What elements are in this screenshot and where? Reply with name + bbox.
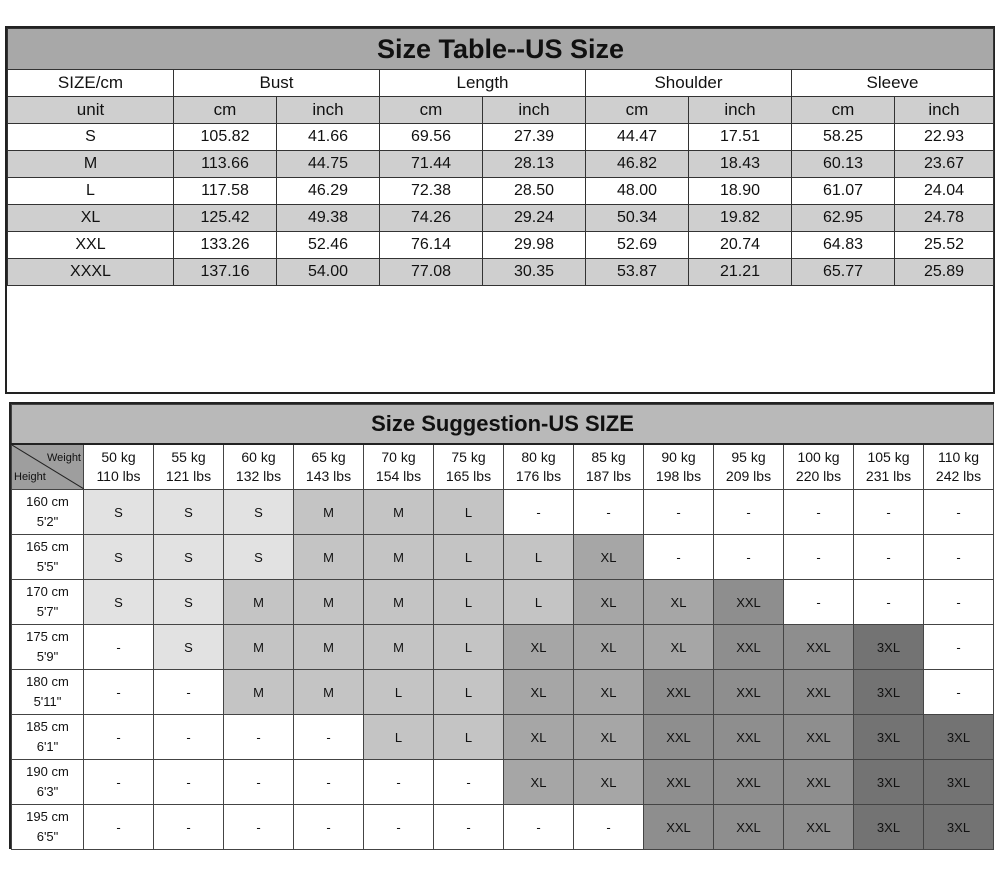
size-suggestion-cell: - [784, 490, 854, 535]
height-ft: 5'9" [36, 649, 59, 664]
size-suggestion-cell: S [154, 580, 224, 625]
size-suggestion-title: Size Suggestion-US SIZE [12, 405, 994, 445]
size-suggestion-cell: XXL [714, 580, 784, 625]
unit-cm: cm [586, 97, 689, 124]
size-suggestion-cell: - [224, 760, 294, 805]
measurement-cell: 61.07 [792, 178, 895, 205]
size-suggestion-cell: L [434, 625, 504, 670]
weight-kg: 85 kg [591, 449, 626, 465]
size-suggestion-cell: XL [574, 580, 644, 625]
table-row [12, 760, 994, 805]
unit-inch: inch [277, 97, 380, 124]
size-suggestion-cell: - [364, 805, 434, 850]
size-suggestion-cell: M [224, 625, 294, 670]
height-cm: 190 cm [26, 764, 69, 779]
size-suggestion-cell: L [434, 580, 504, 625]
size-table-title: Size Table--US Size [8, 29, 994, 70]
size-suggestion-cell: - [644, 490, 714, 535]
unit-label: unit [8, 97, 174, 124]
weight-lbs: 143 lbs [305, 468, 352, 484]
size-suggestion-cell: XXL [784, 805, 854, 850]
size-suggestion-cell: S [224, 490, 294, 535]
weight-lbs: 187 lbs [585, 468, 632, 484]
measurement-cell: 46.29 [277, 178, 380, 205]
height-cm: 170 cm [26, 584, 69, 599]
size-suggestion-cell: - [854, 580, 924, 625]
size-suggestion-cell: M [224, 670, 294, 715]
height-cm: 185 cm [26, 719, 69, 734]
size-suggestion-cell: XL [574, 670, 644, 715]
weight-header [574, 444, 644, 490]
measurement-cell: 74.26 [380, 205, 483, 232]
size-suggestion-cell: - [154, 805, 224, 850]
size-label: XXXL [8, 259, 174, 286]
measurement-cell: 18.43 [689, 151, 792, 178]
weight-kg: 95 kg [731, 449, 766, 465]
height-ft: 6'5" [36, 829, 59, 844]
size-label: L [8, 178, 174, 205]
size-suggestion-cell: L [504, 580, 574, 625]
table-row [12, 715, 994, 760]
size-suggestion-cell: M [224, 580, 294, 625]
size-suggestion-cell: XL [504, 715, 574, 760]
size-suggestion-cell: S [154, 490, 224, 535]
unit-cm: cm [380, 97, 483, 124]
size-suggestion-cell: XL [574, 625, 644, 670]
size-suggestion-cell: - [84, 805, 154, 850]
size-suggestion-cell: - [84, 760, 154, 805]
unit-inch: inch [895, 97, 994, 124]
measurement-cell: 77.08 [380, 259, 483, 286]
size-table-block [5, 26, 995, 394]
size-suggestion-cell: - [84, 715, 154, 760]
height-header [12, 580, 84, 625]
table-row [12, 535, 994, 580]
measurement-cell: 52.46 [277, 232, 380, 259]
height-header [12, 535, 84, 580]
table-row [12, 625, 994, 670]
weight-kg: 100 kg [797, 449, 840, 465]
table-row [8, 232, 994, 259]
measurement-cell: 125.42 [174, 205, 277, 232]
table-row [12, 805, 994, 850]
size-suggestion-cell: XL [574, 760, 644, 805]
size-suggestion-cell: - [714, 535, 784, 580]
weight-lbs: 231 lbs [865, 468, 912, 484]
size-suggestion-cell: XXL [714, 715, 784, 760]
size-suggestion-cell: - [784, 580, 854, 625]
size-suggestion-cell: 3XL [924, 805, 994, 850]
size-suggestion-cell: XXL [784, 715, 854, 760]
measurement-cell: 19.82 [689, 205, 792, 232]
measurement-cell: 28.13 [483, 151, 586, 178]
measurement-cell: 17.51 [689, 124, 792, 151]
measurement-cell: 105.82 [174, 124, 277, 151]
height-cm: 195 cm [26, 809, 69, 824]
measurement-cell: 48.00 [586, 178, 689, 205]
size-suggestion-table [11, 404, 994, 850]
size-suggestion-cell: - [924, 670, 994, 715]
size-suggestion-cell: XL [504, 670, 574, 715]
height-ft: 5'11" [33, 694, 62, 709]
height-header [12, 625, 84, 670]
size-suggestion-cell: XXL [644, 670, 714, 715]
weight-header [504, 444, 574, 490]
size-suggestion-cell: M [294, 580, 364, 625]
suggestion-rows [12, 490, 994, 850]
size-suggestion-cell: XXL [784, 625, 854, 670]
weight-kg: 75 kg [451, 449, 486, 465]
size-suggestion-cell: S [154, 535, 224, 580]
measurement-cell: 28.50 [483, 178, 586, 205]
weight-kg: 70 kg [381, 449, 416, 465]
size-suggestion-cell: M [294, 490, 364, 535]
weight-lbs: 220 lbs [795, 468, 842, 484]
weight-lbs: 132 lbs [235, 468, 282, 484]
weight-header [784, 444, 854, 490]
size-suggestion-cell: M [294, 670, 364, 715]
size-rows [8, 124, 994, 286]
size-label: S [8, 124, 174, 151]
size-suggestion-cell: XXL [784, 670, 854, 715]
weight-lbs: 209 lbs [725, 468, 772, 484]
group-header-shoulder: Shoulder [586, 70, 792, 97]
size-suggestion-cell: L [434, 535, 504, 580]
size-suggestion-cell: 3XL [854, 805, 924, 850]
size-suggestion-cell: XXL [714, 760, 784, 805]
weight-lbs: 165 lbs [445, 468, 492, 484]
measurement-cell: 24.04 [895, 178, 994, 205]
weight-header [154, 444, 224, 490]
size-suggestion-cell: XXL [714, 625, 784, 670]
size-suggestion-cell: M [364, 625, 434, 670]
size-suggestion-cell: - [364, 760, 434, 805]
height-header [12, 490, 84, 535]
weight-lbs: 176 lbs [515, 468, 562, 484]
size-suggestion-cell: - [84, 670, 154, 715]
measurement-cell: 58.25 [792, 124, 895, 151]
height-cm: 165 cm [26, 539, 69, 554]
size-suggestion-cell: XXL [644, 805, 714, 850]
measurement-cell: 44.47 [586, 124, 689, 151]
corner-weight-label: Weight [46, 452, 81, 464]
size-suggestion-cell: - [644, 535, 714, 580]
size-suggestion-cell: - [224, 715, 294, 760]
measurement-cell: 46.82 [586, 151, 689, 178]
weight-kg: 55 kg [171, 449, 206, 465]
size-suggestion-cell: XL [574, 535, 644, 580]
height-cm: 180 cm [26, 674, 69, 689]
measurement-cell: 137.16 [174, 259, 277, 286]
size-suggestion-cell: - [574, 490, 644, 535]
size-suggestion-cell: - [294, 805, 364, 850]
size-suggestion-cell: - [924, 580, 994, 625]
weight-header [644, 444, 714, 490]
size-suggestion-cell: - [84, 625, 154, 670]
weight-header [224, 444, 294, 490]
size-label: XXL [8, 232, 174, 259]
size-suggestion-cell: XXL [644, 760, 714, 805]
size-suggestion-cell: - [854, 490, 924, 535]
size-suggestion-cell: M [364, 535, 434, 580]
group-header-bust: Bust [174, 70, 380, 97]
measurement-cell: 62.95 [792, 205, 895, 232]
unit-inch: inch [689, 97, 792, 124]
table-row [8, 205, 994, 232]
size-suggestion-block [9, 402, 994, 849]
size-suggestion-cell: M [364, 490, 434, 535]
size-suggestion-cell: - [714, 490, 784, 535]
size-suggestion-cell: - [854, 535, 924, 580]
measurement-cell: 65.77 [792, 259, 895, 286]
size-suggestion-cell: L [364, 670, 434, 715]
measurement-cell: 71.44 [380, 151, 483, 178]
table-row [8, 124, 994, 151]
size-suggestion-cell: XXL [714, 805, 784, 850]
weight-header [854, 444, 924, 490]
height-header [12, 715, 84, 760]
size-suggestion-cell: XXL [644, 715, 714, 760]
measurement-cell: 25.52 [895, 232, 994, 259]
size-suggestion-cell: - [924, 625, 994, 670]
weight-lbs: 242 lbs [935, 468, 982, 484]
table-row [12, 580, 994, 625]
measurement-cell: 25.89 [895, 259, 994, 286]
size-label: M [8, 151, 174, 178]
measurement-cell: 41.66 [277, 124, 380, 151]
height-ft: 5'2" [36, 514, 59, 529]
size-suggestion-cell: L [434, 490, 504, 535]
size-suggestion-cell: S [84, 580, 154, 625]
size-suggestion-cell: L [434, 715, 504, 760]
size-suggestion-cell: - [434, 760, 504, 805]
size-suggestion-cell: S [154, 625, 224, 670]
weight-header [364, 444, 434, 490]
size-suggestion-cell: - [224, 805, 294, 850]
size-suggestion-cell: - [784, 535, 854, 580]
weight-lbs: 110 lbs [96, 468, 141, 484]
size-suggestion-cell: - [154, 670, 224, 715]
size-suggestion-cell: 3XL [854, 625, 924, 670]
measurement-cell: 76.14 [380, 232, 483, 259]
size-suggestion-cell: XL [644, 625, 714, 670]
unit-inch: inch [483, 97, 586, 124]
size-suggestion-cell: 3XL [924, 715, 994, 760]
weight-header [84, 444, 154, 490]
size-suggestion-cell: S [84, 490, 154, 535]
measurement-cell: 50.34 [586, 205, 689, 232]
size-suggestion-cell: L [364, 715, 434, 760]
size-suggestion-cell: M [294, 535, 364, 580]
measurement-cell: 27.39 [483, 124, 586, 151]
size-suggestion-cell: M [294, 625, 364, 670]
table-row [8, 151, 994, 178]
measurement-cell: 60.13 [792, 151, 895, 178]
size-suggestion-cell: - [924, 535, 994, 580]
size-suggestion-cell: L [434, 670, 504, 715]
measurement-cell: 113.66 [174, 151, 277, 178]
size-suggestion-cell: XL [504, 625, 574, 670]
weight-header [924, 444, 994, 490]
size-suggestion-cell: - [294, 760, 364, 805]
size-suggestion-cell: - [504, 805, 574, 850]
weight-kg: 65 kg [311, 449, 346, 465]
height-ft: 5'5" [36, 559, 59, 574]
weight-kg: 60 kg [241, 449, 276, 465]
group-header-length: Length [380, 70, 586, 97]
size-suggestion-cell: - [154, 760, 224, 805]
size-suggestion-cell: 3XL [924, 760, 994, 805]
measurement-cell: 64.83 [792, 232, 895, 259]
size-suggestion-cell: 3XL [854, 760, 924, 805]
measurement-cell: 53.87 [586, 259, 689, 286]
size-suggestion-cell: S [224, 535, 294, 580]
measurement-cell: 117.58 [174, 178, 277, 205]
height-ft: 5'7" [36, 604, 59, 619]
measurement-cell: 24.78 [895, 205, 994, 232]
corner-height-label: Height [14, 471, 46, 483]
size-table [7, 28, 994, 286]
table-row [8, 259, 994, 286]
size-suggestion-cell: XL [574, 715, 644, 760]
group-header-sleeve: Sleeve [792, 70, 994, 97]
measurement-cell: 52.69 [586, 232, 689, 259]
size-suggestion-cell: M [364, 580, 434, 625]
measurement-cell: 22.93 [895, 124, 994, 151]
table-row [12, 490, 994, 535]
measurement-cell: 72.38 [380, 178, 483, 205]
measurement-cell: 30.35 [483, 259, 586, 286]
measurement-cell: 23.67 [895, 151, 994, 178]
weight-header [714, 444, 784, 490]
measurement-cell: 44.75 [277, 151, 380, 178]
height-header [12, 670, 84, 715]
weight-lbs: 198 lbs [655, 468, 702, 484]
weight-kg: 90 kg [661, 449, 696, 465]
size-suggestion-cell: XL [504, 760, 574, 805]
weight-lbs: 154 lbs [375, 468, 422, 484]
measurement-cell: 29.24 [483, 205, 586, 232]
measurement-cell: 29.98 [483, 232, 586, 259]
size-suggestion-cell: - [154, 715, 224, 760]
size-suggestion-cell: - [924, 490, 994, 535]
table-row [12, 670, 994, 715]
weight-kg: 110 kg [938, 449, 979, 465]
height-ft: 6'1" [36, 739, 59, 754]
size-suggestion-cell: - [434, 805, 504, 850]
weight-header [434, 444, 504, 490]
weight-lbs: 121 lbs [165, 468, 212, 484]
corner-header [12, 444, 84, 490]
height-ft: 6'3" [36, 784, 59, 799]
measurement-cell: 21.21 [689, 259, 792, 286]
weight-kg: 105 kg [867, 449, 910, 465]
weight-header [294, 444, 364, 490]
size-suggestion-cell: - [574, 805, 644, 850]
size-column-header: SIZE/cm [8, 70, 174, 97]
size-suggestion-cell: XXL [784, 760, 854, 805]
size-suggestion-cell: 3XL [854, 670, 924, 715]
measurement-cell: 133.26 [174, 232, 277, 259]
measurement-cell: 69.56 [380, 124, 483, 151]
size-label: XL [8, 205, 174, 232]
size-suggestion-cell: - [504, 490, 574, 535]
size-suggestion-cell: XXL [714, 670, 784, 715]
size-suggestion-cell: S [84, 535, 154, 580]
weight-kg: 80 kg [521, 449, 556, 465]
size-suggestion-cell: - [294, 715, 364, 760]
height-header [12, 760, 84, 805]
height-cm: 175 cm [26, 629, 69, 644]
measurement-cell: 54.00 [277, 259, 380, 286]
size-suggestion-cell: XL [644, 580, 714, 625]
unit-cm: cm [792, 97, 895, 124]
measurement-cell: 18.90 [689, 178, 792, 205]
measurement-cell: 20.74 [689, 232, 792, 259]
table-row [8, 178, 994, 205]
weight-kg: 50 kg [101, 449, 136, 465]
size-suggestion-cell: 3XL [854, 715, 924, 760]
height-header [12, 805, 84, 850]
size-suggestion-cell: L [504, 535, 574, 580]
measurement-cell: 49.38 [277, 205, 380, 232]
unit-cm: cm [174, 97, 277, 124]
height-cm: 160 cm [26, 494, 69, 509]
